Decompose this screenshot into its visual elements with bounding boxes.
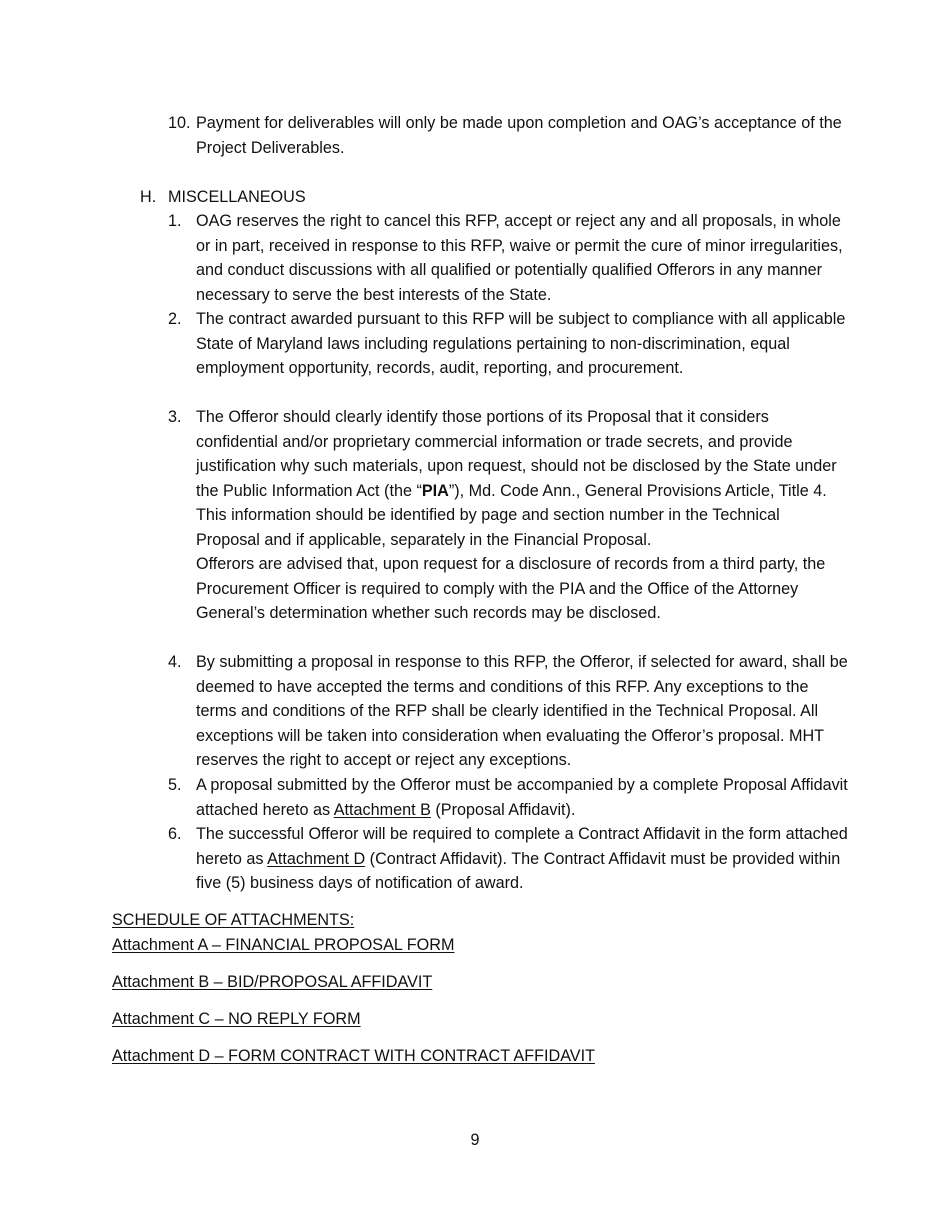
schedule-heading: SCHEDULE OF ATTACHMENTS: bbox=[112, 911, 355, 929]
item-text-part: ”), Md. Code Ann., General Provisions Article, Title 4. This information should be identified by page and section number in the Technical Proposal and if applicable, separately in the Financial Proposal. bbox=[196, 481, 827, 549]
item-number: 3. bbox=[168, 408, 182, 426]
item-text: A proposal submitted by the Offeror must be accompanied by a complete Proposal Affidavit attached hereto as Attachment B (Proposal Affidavit). bbox=[196, 776, 848, 819]
item-number: 1. bbox=[168, 212, 182, 230]
item-number: 6. bbox=[168, 825, 182, 843]
attachment-c-link[interactable]: Attachment C – NO REPLY FORM bbox=[112, 1010, 361, 1028]
attachment-a-link[interactable]: Attachment A – FINANCIAL PROPOSAL FORM bbox=[112, 936, 455, 954]
item-text: Payment for deliverables will only be made upon completion and OAG’s acceptance of the Project Deliverables. bbox=[196, 114, 842, 157]
list-item-2 bbox=[168, 307, 848, 381]
section-heading-h bbox=[140, 185, 306, 210]
list-item-10 bbox=[168, 111, 848, 160]
list-item-1 bbox=[168, 209, 848, 307]
item-text: By submitting a proposal in response to this RFP, the Offeror, if selected for award, shall be deemed to have accepted the terms and conditions of this RFP. Any exceptions to the terms and conditions of the RFP shall be clearly identified in the Technical Proposal. All exceptions will be taken into consideration when evaluating the Offeror’s proposal. MHT reserves the right to accept or reject any exceptions. bbox=[196, 653, 848, 769]
item-text-part: The Offeror should clearly identify those portions of its Proposal that it considers confidential and/or proprietary commercial information or trade secrets, and provide justification why such materials, upon request, should not be disclosed by the State under the Public Information Act (the “ bbox=[196, 408, 837, 500]
attachment-b-link[interactable]: Attachment B – BID/PROPOSAL AFFIDAVIT bbox=[112, 973, 433, 991]
attachment-b-link[interactable]: Attachment B bbox=[333, 800, 431, 819]
list-item-5 bbox=[168, 773, 848, 822]
section-title: MISCELLANEOUS bbox=[168, 188, 306, 206]
pia-term: PIA bbox=[421, 481, 449, 500]
item-number: 4. bbox=[168, 653, 182, 671]
list-item-6 bbox=[168, 822, 848, 896]
list-item-4 bbox=[168, 650, 848, 773]
item-text: OAG reserves the right to cancel this RFP, accept or reject any and all proposals, in whole or in part, received in response to this RFP, waive or permit the cure of minor irregularities, and conduct discussions with all qualified or potentially qualified Offerors in any manner necessary to serve the best interests of the State. bbox=[196, 212, 843, 304]
item-text bbox=[196, 405, 848, 552]
item-number: 5. bbox=[168, 776, 182, 794]
section-letter: H. bbox=[140, 188, 157, 206]
item-number: 10. bbox=[168, 114, 191, 132]
page-number: 9 bbox=[470, 1131, 480, 1149]
item-text: The contract awarded pursuant to this RFP will be subject to compliance with all applicable State of Maryland laws including regulations pertaining to non-discrimination, equal employment opportunity, records, audit, reporting, and procurement. bbox=[196, 310, 846, 377]
item-text: The successful Offeror will be required to complete a Contract Affidavit in the form attached hereto as Attachment D (Contract Affidavit). The Contract Affidavit must be provided within five (5) business days of notification of award. bbox=[196, 825, 848, 892]
list-item-3 bbox=[168, 405, 848, 626]
item-paragraph-2: Offerors are advised that, upon request for a disclosure of records from a third party, the Procurement Officer is required to comply with the PIA and the Office of the Attorney General’s determination whether such records may be disclosed. bbox=[196, 555, 826, 622]
attachment-d-link[interactable]: Attachment D – FORM CONTRACT WITH CONTRACT AFFIDAVIT bbox=[112, 1047, 595, 1065]
attachment-d-link[interactable]: Attachment D bbox=[267, 849, 366, 868]
item-number: 2. bbox=[168, 310, 182, 328]
